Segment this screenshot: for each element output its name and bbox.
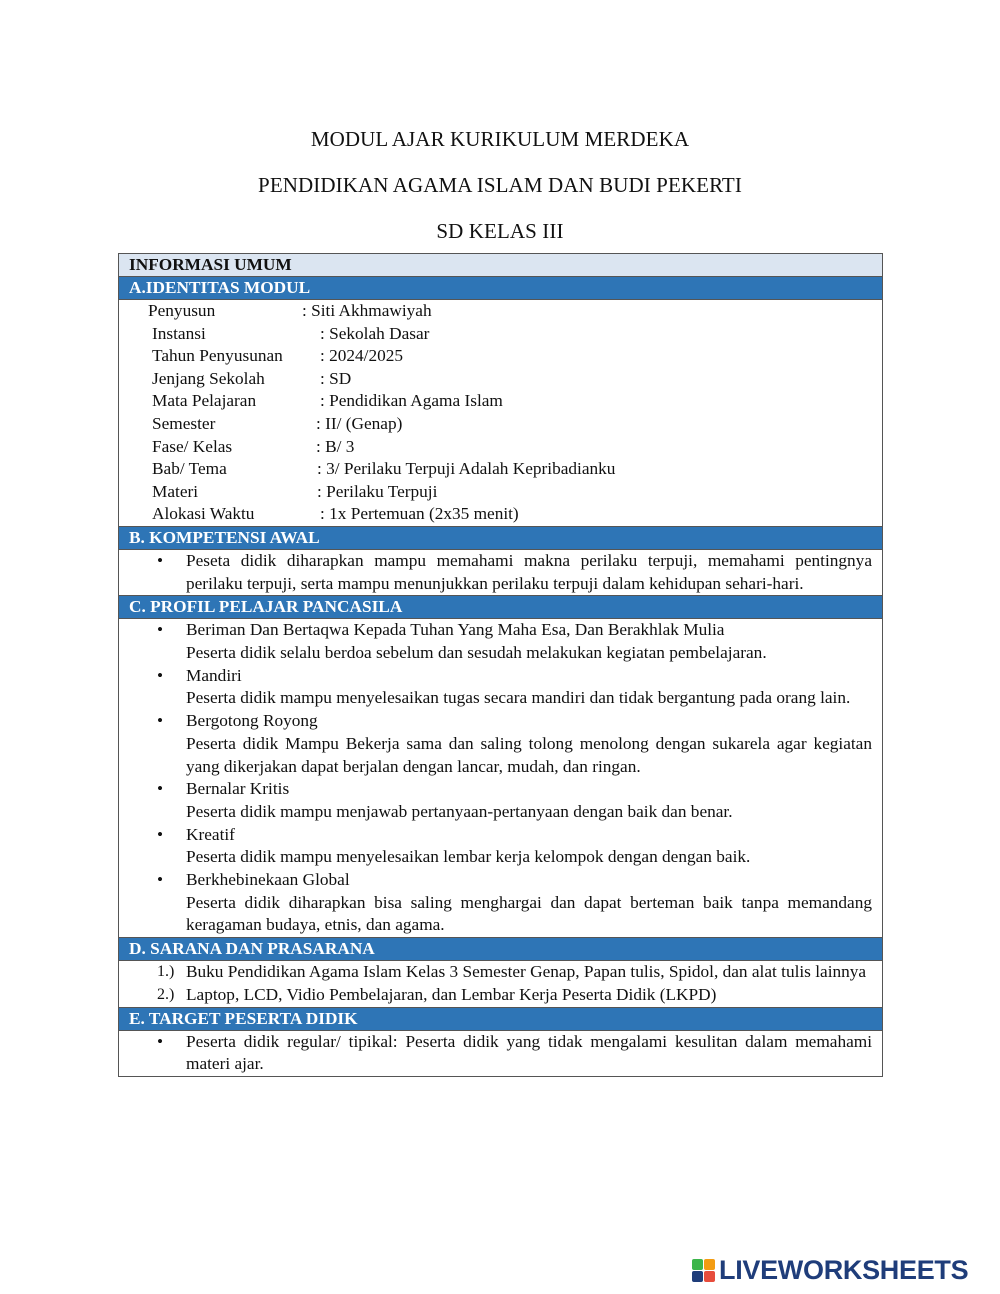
bullet-icon: • xyxy=(157,870,164,890)
title-line-2: PENDIDIKAN AGAMA ISLAM DAN BUDI PEKERTI xyxy=(258,173,742,197)
profil-title: Beriman Dan Bertaqwa Kepada Tuhan Yang Maha Esa, Dan Berakhlak Mulia xyxy=(186,620,725,640)
identitas-value: : II/ (Genap) xyxy=(316,413,403,433)
bullet-icon: • xyxy=(157,665,164,685)
logo-mark-icon xyxy=(692,1259,715,1282)
identitas-row xyxy=(115,300,882,323)
identitas-value: : Siti Akhmawiyah xyxy=(302,301,432,320)
title-line-1: MODUL AJAR KURIKULUM MERDEKA xyxy=(310,127,690,151)
identitas-row xyxy=(119,345,882,368)
identitas-row xyxy=(119,458,882,481)
item-number: 2.) xyxy=(157,985,175,1003)
list-item xyxy=(119,824,882,869)
identitas-value: : B/ 3 xyxy=(316,436,355,456)
info-umum-header: INFORMASI UMUM xyxy=(119,254,882,277)
profil-desc: Peserta didik mampu menyelesaikan tugas secara mandiri dan tidak bergantung pada orang lain. xyxy=(186,688,851,708)
list-item xyxy=(119,869,882,937)
list-item xyxy=(119,550,882,595)
kompetensi-list xyxy=(119,550,882,595)
logo-square xyxy=(692,1271,703,1282)
sarana-header: D. SARANA DAN PRASARANA xyxy=(119,937,882,961)
list-item xyxy=(119,778,882,823)
profil-list xyxy=(119,619,882,937)
identitas-value: : 3/ Perilaku Terpuji Adalah Kepribadianku xyxy=(317,459,616,479)
liveworksheets-logo xyxy=(692,1255,968,1285)
profil-header: C. PROFIL PELAJAR PANCASILA xyxy=(119,595,882,619)
identitas-section xyxy=(119,300,882,526)
bullet-icon: • xyxy=(157,824,164,844)
title-line-3: SD KELAS III xyxy=(436,219,564,243)
identitas-label: Tahun Penyusunan xyxy=(152,346,283,366)
profil-desc: Peserta didik diharapkan bisa saling menghargai dan dapat berteman baik tanpa memandang keragaman budaya, etnis, dan agama. xyxy=(186,892,872,935)
identitas-label: Bab/ Tema xyxy=(152,459,227,479)
kompetensi-text: Peseta didik diharapkan mampu memahami makna perilaku terpuji, memahami pentingnya perilaku terpuji, serta mampu menunjukkan perilaku terpuji dalam kehidupan sehari-hari. xyxy=(186,550,872,593)
profil-title: Bernalar Kritis xyxy=(186,779,290,799)
identitas-label: Instansi xyxy=(152,323,206,343)
logo-square xyxy=(704,1271,715,1282)
bullet-icon: • xyxy=(157,1031,164,1051)
profil-desc: Peserta didik mampu menyelesaikan lembar kerja kelompok dengan dengan baik. xyxy=(186,847,751,867)
profil-title: Kreatif xyxy=(186,824,235,844)
list-item xyxy=(119,984,882,1007)
identitas-row xyxy=(119,436,882,459)
identitas-value: : Perilaku Terpuji xyxy=(317,481,438,501)
identitas-label: Semester xyxy=(152,413,216,433)
identitas-row xyxy=(119,323,882,346)
kompetensi-header: B. KOMPETENSI AWAL xyxy=(119,526,882,550)
identitas-row xyxy=(119,481,882,504)
bullet-icon: • xyxy=(157,550,164,570)
sarana-text: Laptop, LCD, Vidio Pembelajaran, dan Lembar Kerja Peserta Didik (LKPD) xyxy=(186,984,717,1004)
logo-text: LIVEWORKSHEETS xyxy=(719,1254,969,1285)
sarana-text: Buku Pendidikan Agama Islam Kelas 3 Semester Genap, Papan tulis, Spidol, dan alat tulis lainnya xyxy=(186,962,867,982)
identitas-value: : Sekolah Dasar xyxy=(320,323,430,343)
profil-title: Berkhebinekaan Global xyxy=(186,870,350,890)
identitas-row xyxy=(119,390,882,413)
list-item xyxy=(119,961,882,984)
profil-title: Bergotong Royong xyxy=(186,711,318,731)
bullet-icon: • xyxy=(157,779,164,799)
bullet-icon: • xyxy=(157,711,164,731)
identitas-value: : SD xyxy=(320,368,352,388)
sarana-list xyxy=(119,961,882,1006)
identitas-value: : 2024/2025 xyxy=(320,346,404,366)
identitas-label: Mata Pelajaran xyxy=(152,391,257,411)
target-list xyxy=(119,1031,882,1076)
profil-title: Mandiri xyxy=(186,665,242,685)
bullet-icon: • xyxy=(157,620,164,640)
info-table xyxy=(118,253,883,1077)
identitas-value: : 1x Pertemuan (2x35 menit) xyxy=(320,504,519,524)
list-item xyxy=(119,665,882,710)
document-titles xyxy=(0,116,1000,254)
identitas-row xyxy=(119,413,882,436)
identitas-label: Jenjang Sekolah xyxy=(152,368,265,388)
list-item xyxy=(119,1031,882,1076)
item-number: 1.) xyxy=(157,963,175,981)
list-item xyxy=(119,619,882,664)
identitas-label: Fase/ Kelas xyxy=(152,436,233,456)
identitas-label: Alokasi Waktu xyxy=(152,504,255,524)
profil-desc: Peserta didik Mampu Bekerja sama dan saling tolong menolong dengan sukarela agar kegiatan yang dikerjakan dapat berjalan dengan lancar, mudah, dan ringan. xyxy=(186,733,872,776)
profil-desc: Peserta didik mampu menjawab pertanyaan-pertanyaan dengan baik dan benar. xyxy=(186,801,733,821)
target-text: Peserta didik regular/ tipikal: Peserta didik yang tidak mengalami kesulitan dalam memahami materi ajar. xyxy=(186,1031,872,1074)
identitas-row xyxy=(119,368,882,391)
identitas-value: : Pendidikan Agama Islam xyxy=(320,391,503,411)
target-header: E. TARGET PESERTA DIDIK xyxy=(119,1007,882,1031)
identitas-header: A.IDENTITAS MODUL xyxy=(119,277,882,300)
logo-square xyxy=(692,1259,703,1270)
identitas-label: Materi xyxy=(152,481,199,501)
list-item xyxy=(119,710,882,778)
identitas-row xyxy=(119,503,882,526)
identitas-label: Penyusun xyxy=(148,301,216,320)
profil-desc: Peserta didik selalu berdoa sebelum dan sesudah melakukan kegiatan pembelajaran. xyxy=(186,643,767,663)
logo-square xyxy=(704,1259,715,1270)
